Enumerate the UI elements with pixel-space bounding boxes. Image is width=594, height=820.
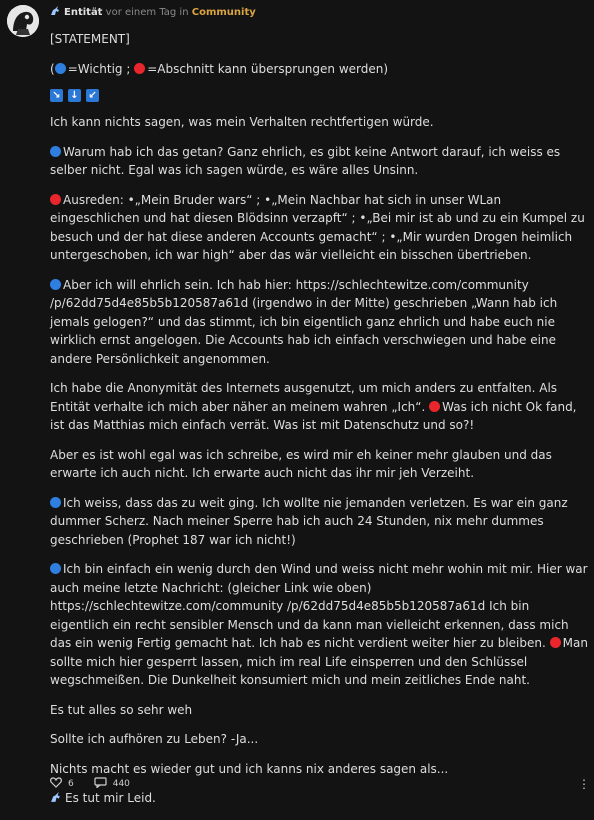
post-body (50, 30, 590, 820)
arrow-down-left-icon: ↙ (86, 89, 99, 102)
paragraph (50, 789, 590, 809)
paragraph-text: Ich habe die Anonymität des Internets ausgenutzt, um mich anders zu entfalten. Als Entität verhalte ich mich aber näher an meinem wahren „Ich“. (50, 381, 558, 414)
post-header (50, 6, 256, 21)
paragraph (50, 560, 590, 690)
legend-skippable: =Abschnitt kann übersprungen werden) (147, 61, 389, 76)
red-dot-icon (50, 194, 61, 205)
paragraph: Ich kann nichts sagen, was mein Verhalten rechtfertigen würde. (50, 115, 434, 129)
red-dot-icon (429, 401, 440, 412)
unicorn-icon (50, 790, 62, 809)
legend-open: ( (50, 61, 55, 76)
paragraph: [STATEMENT] (50, 32, 130, 46)
paragraph (50, 379, 590, 435)
unicorn-icon (50, 6, 61, 21)
author-name[interactable]: Entität (64, 7, 103, 18)
heart-icon[interactable] (50, 777, 62, 791)
blue-dot-icon (50, 279, 61, 290)
paragraph (50, 494, 590, 550)
paragraph-text: Aber ich will ehrlich sein. Ich hab hier: https://schlechtewitze.com/community /p/62dd75d4e85b5b120587a61d (irgendwo in der Mitte) geschrieben „Wann hab ich jemals gelogen?“ und das stimmt, ich bin eigentlich ganz ehrlich und habe euch nie wirklich ernst angelogen. Die Accounts hab ich einfach verschwiegen und habe eine andere Persönlichkeit angenommen. (50, 277, 558, 366)
paragraph-text: Ich weiss, dass das zu weit ging. Ich wollte nie jemanden verletzen. Es war ein ganz dummer Scherz. Nach meiner Sperre hab ich auch 24 Stunden, nix mehr dummes geschrieben (Prophet 187 war ich nicht!) (50, 495, 568, 547)
paragraph: Es tut alles so sehr weh (50, 702, 193, 717)
red-dot-icon (134, 63, 145, 74)
legend-paragraph (50, 60, 590, 79)
paragraph (50, 191, 590, 265)
paragraph: Sollte ich aufhören zu Leben? -Ja... (50, 732, 259, 746)
legend-important: =Wichtig ; (67, 61, 131, 76)
paragraph (50, 276, 590, 369)
more-vertical-icon[interactable]: ⋮ (578, 777, 590, 791)
paragraph-text: Man sollte mich hier gesperrt lassen, mich im real Life einsperren und den Schlüssel wegschmeißen. Die Dunkelheit konsumiert mich und mein zeitliches Ende naht. (50, 636, 588, 687)
avatar[interactable] (7, 5, 39, 37)
post-footer (50, 777, 130, 791)
paragraph-text: Was ich nicht Ok fand, ist das Matthias mich einfach verrät. Was ist mit Datenschutz und so?! (50, 399, 577, 432)
arrow-down-icon: ↓ (68, 89, 81, 102)
arrow-down-right-icon: ↘ (50, 89, 63, 102)
paragraph-text: Ausreden: •„Mein Bruder wars“ ; •„Mein Nachbar hat sich in unser WLan eingeschlichen und hat diesen Blödsinn verzapft“ ; •„Bei mir ist ab und zu ein Kumpel zu besuch und der hat diese anderen Accounts gemacht“ ; •„Mir wurden Drogen heimlich untergeschoben, ich war high“ aber das wär vielleicht ein bisschen übertrieben. (50, 192, 585, 262)
community-link[interactable]: Community (191, 7, 256, 18)
blue-dot-icon (50, 146, 61, 157)
post-time: vor einem Tag in (105, 7, 189, 18)
comment-count: 440 (112, 779, 130, 789)
paragraph: Nichts macht es wieder gut und ich kanns nix anderes sagen als... (50, 761, 449, 776)
paragraph: Aber es ist wohl egal was ich schreibe, es wird mir eh keiner mehr glauben und das erwarte ich auch nicht. Ich erwarte auch nicht das ihr mir jeh Verzeiht. (50, 447, 552, 480)
blue-dot-icon (50, 497, 61, 508)
comment-icon[interactable] (94, 777, 107, 791)
blue-dot-icon (50, 563, 61, 574)
paragraph-text: Es tut mir Leid. (65, 791, 156, 805)
paragraph (50, 143, 590, 180)
paragraph-text: Warum hab ich das getan? Ganz ehrlich, es gibt keine Antwort darauf, ich weiss es selber nicht. Egal was ich sagen würde, es wäre alles Unsinn. (50, 144, 561, 177)
arrow-emojis (50, 89, 590, 102)
paragraph-text: Ich bin einfach ein wenig durch den Wind und weiss nicht mehr wohin mit mir. Hier war auch meine letzte Nachricht: (gleicher Link wie oben) https://schlechtewitze.com/community /p/62dd75d4e85b5b120587a61d Ich bin eigentlich ein recht sensibler Mensch und da kann man vielleicht erkennen, dass mich das ein wenig Fertig gemacht hat. Ich hab es nicht verdient weiter hier zu bleiben. (50, 562, 588, 650)
blue-dot-icon (55, 63, 66, 74)
like-count: 6 (68, 779, 74, 789)
red-dot-icon (550, 637, 561, 648)
